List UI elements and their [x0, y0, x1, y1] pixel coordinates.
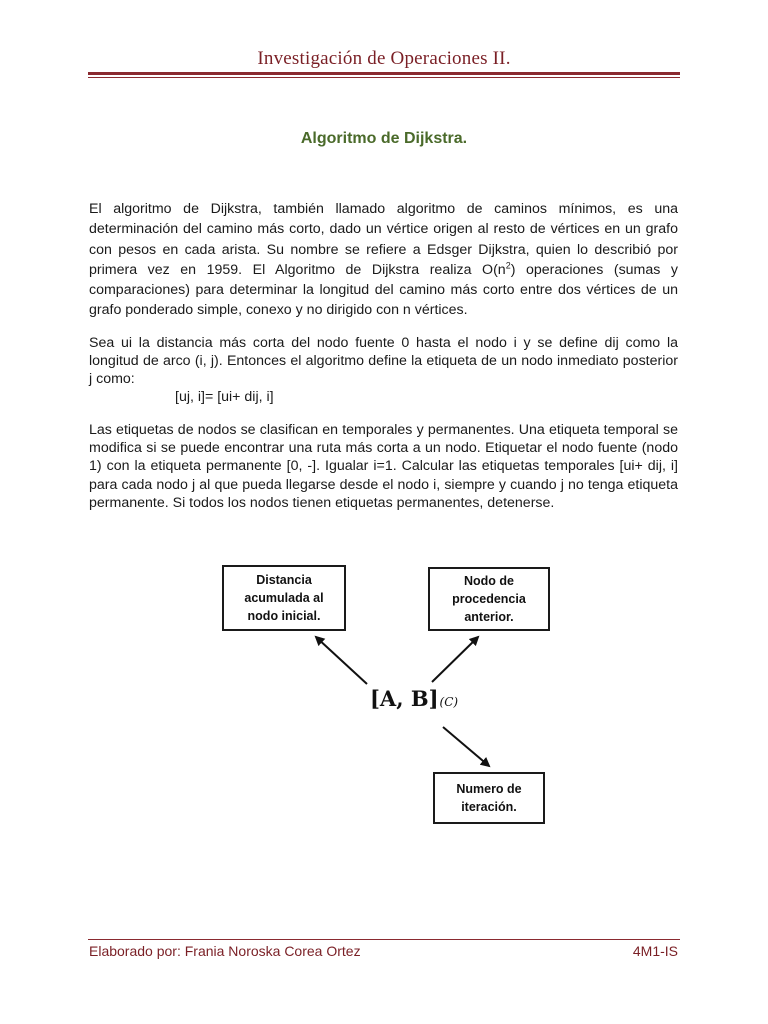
label-expression: [A, B](C): [370, 686, 459, 711]
box-previous-node: Nodo de procedencia anterior.: [428, 567, 550, 631]
footer-code: 4M1-IS: [632, 943, 678, 959]
header-rule-thin: [88, 77, 680, 78]
paragraph-intro: El algoritmo de Dijkstra, también llamado algoritmo de caminos mínimos, es una determinación del camino más corto, dado un vértice origen al resto de vértices en un grafo con pesos en cada arista. Su nombre se refiere a Edsger Dijkstra, quien lo describió por primera vez en 1959. El Algoritmo de Dijkstra realiza $O(n^2)$ operaciones (sumas y comparaciones) para determinar la longitud del camino más corto entre dos vértices de un grafo ponderado simple, conexo y no dirigido con n vértices.: [89, 201, 679, 319]
label-expression-subscript: (C): [439, 695, 459, 709]
superscript-exponent: 2: [505, 260, 511, 271]
box-accumulated-distance: Distancia acumulada al nodo inicial.: [222, 565, 346, 631]
paragraph-labels: Las etiquetas de nodos se clasifican en temporales y permanentes. Una etiqueta temporal se modifica si se puede encontrar una ruta más corta a un nodo. Etiquetar el nodo fuente (nodo 1) con la etiqueta permanente [0, -]. Igualar i=1. Calcular las etiquetas temporales [ui+ dij, i] para cada nodo j al que pueda llegarse desde el nodo i, siempre y cuando j no tenga etiqueta permanente. Si todos los nodos tienen etiquetas permanentes, detenerse.: [89, 422, 678, 511]
page-header-title: Investigación de Operaciones II.: [257, 48, 511, 69]
arrow-to-box-c: [443, 727, 489, 766]
arrow-to-box-b: [432, 637, 478, 682]
footer-rule: [88, 939, 680, 940]
box-iteration-number: Numero de iteración.: [433, 772, 545, 824]
document-title: Algoritmo de Dijkstra.: [300, 130, 468, 147]
label-formula: [uj, i]= [ui+ dij, i]: [175, 389, 274, 405]
footer-author: Elaborado por: Frania Noroska Corea Ortez: [89, 943, 361, 959]
arrow-to-box-a: [316, 637, 367, 684]
header-rule-thick: [88, 72, 680, 75]
paragraph-definition: Sea ui la distancia más corta del nodo fuente 0 hasta el nodo i y se define dij como la longitud de arco (i, j). Entonces el algoritmo define la etiqueta de un nodo inmediato posterior j como:: [89, 335, 678, 387]
